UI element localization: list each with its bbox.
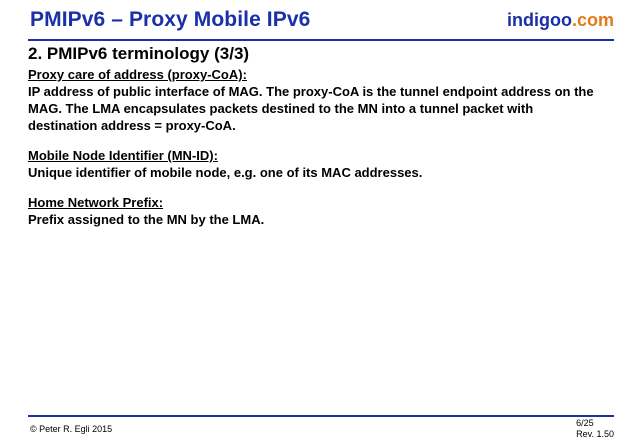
footer-page-info [576,418,614,440]
term-mn-id [28,148,618,181]
term-body-line: destination address = proxy-CoA. [28,118,236,133]
section-heading: 2. PMIPv6 terminology (3/3) [28,44,250,63]
term-title: Home Network Prefix: [28,195,164,210]
brand-logo [507,10,614,31]
header-title: PMIPv6 – Proxy Mobile IPv6 [30,8,311,31]
term-body-line: IP address of public interface of MAG. The proxy-CoA is the tunnel endpoint address on the [28,84,594,99]
brand-name: indigoo [507,10,572,30]
footer-copyright: © Peter R. Egli 2015 [30,424,113,434]
header-divider [28,39,614,41]
term-body-line: MAG. The LMA encapsulates packets destined to the MN into a tunnel packet with [28,101,534,116]
page-number: 6/25 [576,418,594,428]
term-proxy-coa [28,67,618,134]
term-home-network-prefix [28,195,618,228]
revision: Rev. 1.50 [576,429,614,439]
term-title: Mobile Node Identifier (MN-ID): [28,148,218,163]
brand-tld: .com [571,10,614,30]
footer-divider [28,415,614,417]
term-title: Proxy care of address (proxy-CoA): [28,67,247,82]
term-body-line: Prefix assigned to the MN by the LMA. [28,212,265,227]
slide-content [28,44,618,242]
term-body-line: Unique identifier of mobile node, e.g. one of its MAC addresses. [28,165,423,180]
